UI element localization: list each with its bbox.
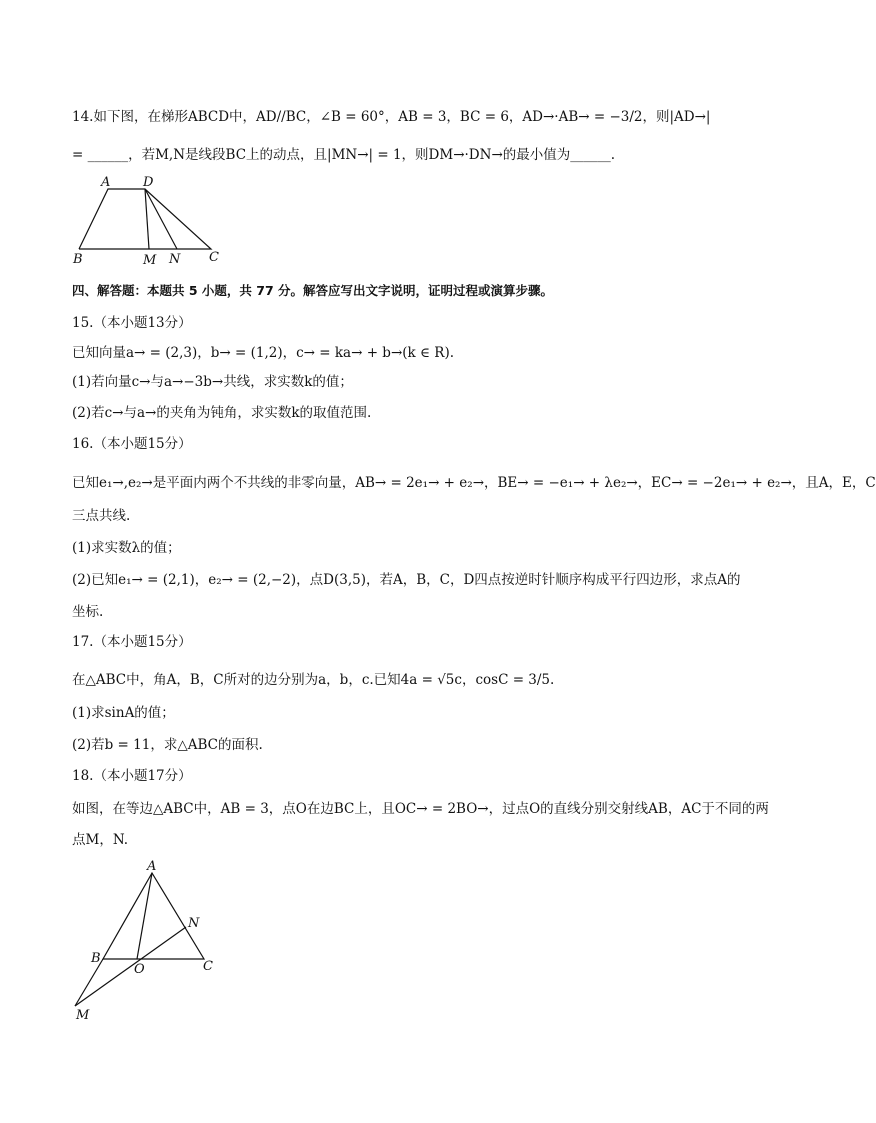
- tri-label-O: O: [134, 962, 145, 977]
- q15-head: 15.（本小题13分）: [72, 315, 192, 331]
- trap-label-N: N: [169, 252, 181, 267]
- q14-line-2: = ______，若M,N是线段BC上的动点，且|MN→| = 1，则DM→·DN→的最小值为______.: [72, 147, 616, 163]
- q18-head: 18.（本小题17分）: [72, 768, 192, 784]
- q15-part-2: (2)若c→与a→的夹角为钝角，求实数k的取值范围.: [72, 405, 372, 421]
- q16-part-2a: (2)已知e₁→ = (2,1)，e₂→ = (2,−2)，点D(3,5)，若A，B，C，D四点按逆时针顺序构成平行四边形，求点A的: [72, 572, 741, 588]
- q16-part-2b: 坐标.: [72, 604, 104, 620]
- trap-label-B: B: [73, 252, 83, 267]
- tri-label-C: C: [203, 959, 213, 974]
- tri-label-B: B: [91, 951, 101, 966]
- q16-part-1: (1)求实数λ的值；: [72, 540, 181, 556]
- q15-stem: 已知向量a→ = (2,3)，b→ = (1,2)，c→ = ka→ + b→(k ∈ R).: [72, 345, 455, 361]
- q17-stem: 在△ABC中，角A，B，C所对的边分别为a，b，c.已知4a = √5c，cosC = 3/5.: [72, 672, 555, 688]
- trap-label-C: C: [209, 250, 219, 265]
- triangle-figure: [66, 856, 236, 1026]
- trapezoid-figure: [70, 172, 230, 267]
- trap-label-M: M: [143, 253, 157, 268]
- q17-head: 17.（本小题15分）: [72, 634, 192, 650]
- q16-stem-2: 三点共线.: [72, 508, 131, 524]
- trap-label-A: A: [101, 175, 111, 190]
- tri-label-M: M: [76, 1008, 90, 1023]
- q17-part-2: (2)若b = 11，求△ABC的面积.: [72, 737, 263, 753]
- q15-part-1: (1)若向量c→与a→−3b→共线，求实数k的值；: [72, 374, 353, 390]
- q17-part-1: (1)求sinA的值；: [72, 705, 175, 721]
- q16-stem-1: 已知e₁→,e₂→是平面内两个不共线的非零向量，AB→ = 2e₁→ + e₂→，BE→ = −e₁→ + λe₂→，EC→ = −2e₁→ + e₂→，且A，E，C: [72, 475, 876, 491]
- q18-stem-2: 点M，N.: [72, 832, 129, 848]
- section-4-header: 四、解答题：本题共 5 小题，共 77 分。解答应写出文字说明，证明过程或演算步骤。: [72, 283, 554, 298]
- q14-line-1: 14.如下图，在梯形ABCD中，AD//BC，∠B = 60°，AB = 3，BC = 6，AD→·AB→ = −3/2，则|AD→|: [72, 109, 711, 125]
- q16-head: 16.（本小题15分）: [72, 436, 192, 452]
- q18-stem-1: 如图，在等边△ABC中，AB = 3，点O在边BC上，且OC→ = 2BO→，过点O的直线分别交射线AB，AC于不同的两: [72, 801, 769, 817]
- trap-label-D: D: [143, 175, 154, 190]
- tri-label-N: N: [188, 916, 200, 931]
- tri-label-A: A: [147, 859, 157, 874]
